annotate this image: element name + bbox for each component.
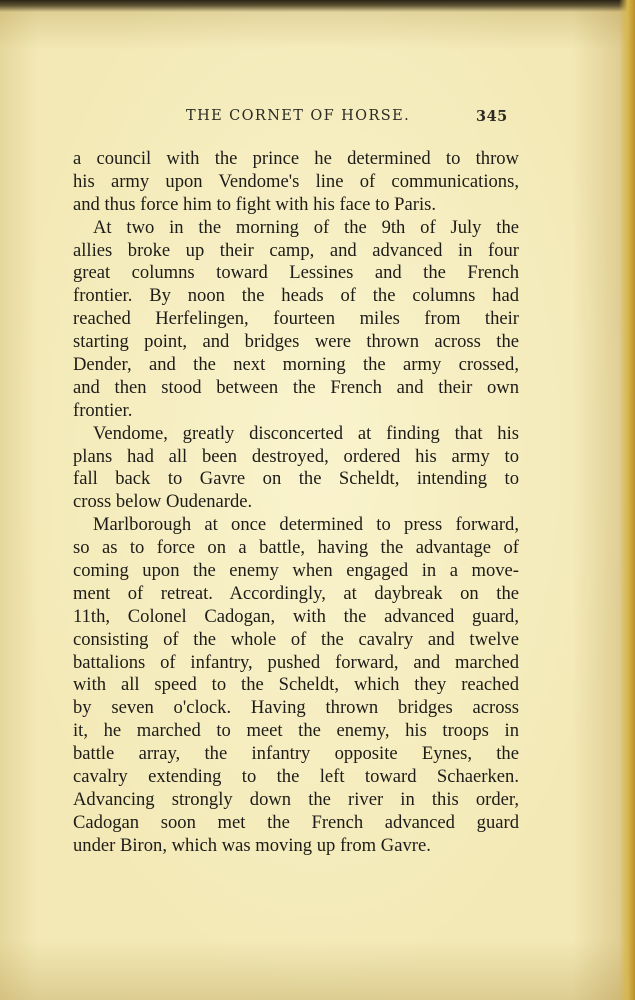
- text-line: Cadogan soon met the French advanced guard: [73, 811, 519, 833]
- text-line: ment of retreat. Accordingly, at daybreak on the: [73, 582, 519, 604]
- text-line: cavalry extending to the left toward Schaerken.: [73, 766, 519, 788]
- text-line: by seven o'clock. Having thrown bridges across: [73, 697, 519, 719]
- text-line: and then stood between the French and their own: [73, 376, 519, 398]
- text-line: reached Herfelingen, fourteen miles from their: [73, 308, 519, 330]
- text-line: battalions of infantry, pushed forward, and marched: [73, 651, 519, 673]
- paragraph: [73, 514, 519, 857]
- text-line: At two in the morning of the 9th of July the: [93, 216, 519, 238]
- text-line: with all speed to the Scheldt, which they reached: [73, 674, 519, 696]
- text-line: Advancing strongly down the river in this order,: [73, 788, 519, 810]
- text-line: consisting of the whole of the cavalry and twelve: [73, 628, 519, 650]
- text-line: frontier.: [73, 399, 133, 421]
- scan-top-shadow: [0, 0, 635, 12]
- text-line: coming upon the enemy when engaged in a move-: [73, 560, 519, 582]
- text-line: cross below Oudenarde.: [73, 491, 253, 513]
- paragraph: [73, 423, 519, 515]
- text-line: Dender, and the next morning the army crossed,: [73, 354, 519, 376]
- page-edge: [619, 0, 635, 1000]
- text-line: Marlborough at once determined to press forward,: [93, 514, 519, 536]
- paragraph: [73, 148, 519, 217]
- text-line: starting point, and bridges were thrown across the: [73, 331, 519, 353]
- text-line: fall back to Gavre on the Scheldt, intending to: [73, 468, 519, 490]
- running-title: THE CORNET OF HORSE.: [186, 108, 411, 124]
- text-line: great columns toward Lessines and the French: [73, 262, 519, 284]
- text-line: so as to force on a battle, having the advantage of: [73, 537, 519, 559]
- text-line: under Biron, which was moving up from Gavre.: [73, 834, 431, 856]
- text-line: and thus force him to fight with his face to Paris.: [73, 193, 437, 215]
- text-line: a council with the prince he determined to throw: [73, 148, 519, 169]
- text-line: frontier. By noon the heads of the columns had: [73, 285, 519, 307]
- body-text: [73, 148, 519, 858]
- running-head: [0, 108, 635, 130]
- text-line: allies broke up their camp, and advanced in four: [73, 239, 519, 261]
- text-line: his army upon Vendome's line of communications,: [73, 170, 519, 192]
- paragraph: [73, 217, 519, 423]
- text-line: it, he marched to meet the enemy, his troops in: [73, 720, 519, 742]
- text-line: battle array, the infantry opposite Eynes, the: [73, 743, 519, 765]
- text-line: 11th, Colonel Cadogan, with the advanced guard,: [73, 605, 519, 627]
- page-number: 345: [476, 108, 508, 125]
- text-line: plans had all been destroyed, ordered his army to: [73, 445, 519, 467]
- text-line: Vendome, greatly disconcerted at finding that his: [93, 422, 519, 444]
